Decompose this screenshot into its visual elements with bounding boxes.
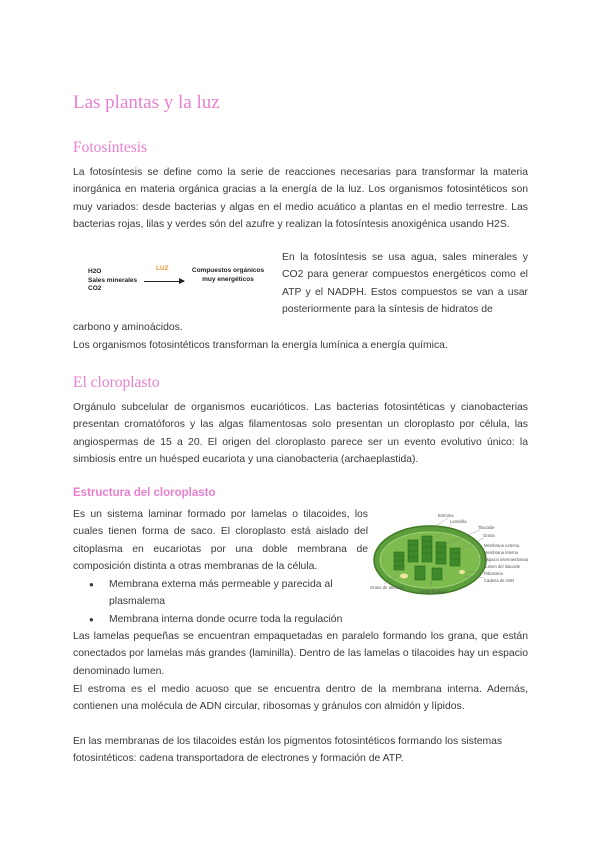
diagram-label: Estroma xyxy=(438,513,454,518)
diagram-label: Cadena de ADN xyxy=(484,578,515,583)
diagram-label: Espacio intermembrana xyxy=(484,557,529,562)
paragraph: Los organismos fotosintéticos transforman la energía lumínica a energía química. xyxy=(73,340,448,351)
photosynthesis-equation xyxy=(82,262,282,312)
paragraph: Es un sistema laminar formado por lamelas o tilacoides, los cuales tienen forma de saco. El cloroplasto está aislado del citoplasma en eucariotas por una doble membrana de composición distinta a otras membranas de la célula. xyxy=(73,509,368,573)
diagram-label: Grano de almidón xyxy=(370,585,404,590)
subsection-heading-estructura: Estructura del cloroplasto xyxy=(73,487,216,499)
paragraph: En las membranas de los tilacoides están los pigmentos fotosintéticos formando los sistemas fotosintéticos: cadena transportadora de electrones y formación de ATP. xyxy=(73,736,503,765)
paragraph: Las lamelas pequeñas se encuentran empaquetadas en paralelo formando los grana, que están conectados por lamelas más grandes (laminilla). Dentro de las lamelas o tilacoides hay un espacio denominado lumen. xyxy=(73,631,528,677)
paragraph: Orgánulo subcelular de organismos eucarióticos. Las bacterias fotosintéticas y cianobacterias presentan cromatóforos y las algas filamentosas solo presentan un cloroplasto por célula, las angiospermas de 15 a 20. El origen del cloroplasto parece ser un evento evolutivo único: la simbiosis entre un huésped eucariota y una cianobacteria (archaeplastida). xyxy=(73,402,528,466)
chloroplast-diagram xyxy=(370,510,555,602)
list-item: ● Membrana interna donde ocurre toda la regulación xyxy=(73,611,368,628)
section-heading-fotosintesis: Fotosíntesis xyxy=(73,139,148,156)
co2-label: CO2 xyxy=(88,285,102,292)
paragraph: carbono y aminoácidos. xyxy=(73,322,183,333)
list-item: ● Membrana externa más permeable y parecida al plasmalema xyxy=(73,576,368,611)
reaction-arrow-icon xyxy=(144,281,184,282)
diagram-label: Grana xyxy=(483,533,495,538)
diagram-label: Membrana externa xyxy=(484,543,520,548)
diagram-label: Tilacoide xyxy=(478,525,495,530)
membrane-list xyxy=(73,576,368,628)
paragraph: En la fotosíntesis se usa agua, sales minerales y CO2 para generar compuestos energéticos como el ATP y el NADPH. Estos compuestos se van a usar posteriormente para la síntesis de hidratos de xyxy=(282,252,528,316)
sales-label: Sales minerales xyxy=(88,276,138,284)
luz-label: LUZ xyxy=(156,265,169,272)
diagram-label: Ribosoma xyxy=(484,571,503,576)
output-label-2: muy energéticos xyxy=(202,275,254,283)
output-label-1: Compuestos orgánicos xyxy=(191,267,265,274)
diagram-label: Membrana interna xyxy=(484,550,518,555)
section-heading-cloroplasto: El cloroplasto xyxy=(73,374,160,391)
paragraph: La fotosíntesis se define como la serie de reacciones necesarias para transformar la materia inorgánica en materia orgánica gracias a la energía de la luz. Los organismos fotosintéticos son muy variados: desde bacterias y algas en el medio acuático a plantas en el medio terrestre. Las bacterias rojas, lilas y verdes són del azufre y realizan la fotosíntesis anoxigénica usando H2S. xyxy=(73,167,528,231)
diagram-label: Lumen del tilacoide xyxy=(484,564,521,569)
page-title: Las plantas y la luz xyxy=(73,92,220,113)
h2o-label: H2O xyxy=(88,268,102,275)
diagram-label: Gotas lipídicas xyxy=(420,589,448,594)
paragraph: El estroma es el medio acuoso que se encuentra dentro de la membrana interna. Además, contienen una molécula de ADN circular, ribosomas y gránulos con almidón y lípidos. xyxy=(73,684,528,713)
diagram-label: Laminilla xyxy=(450,519,467,524)
